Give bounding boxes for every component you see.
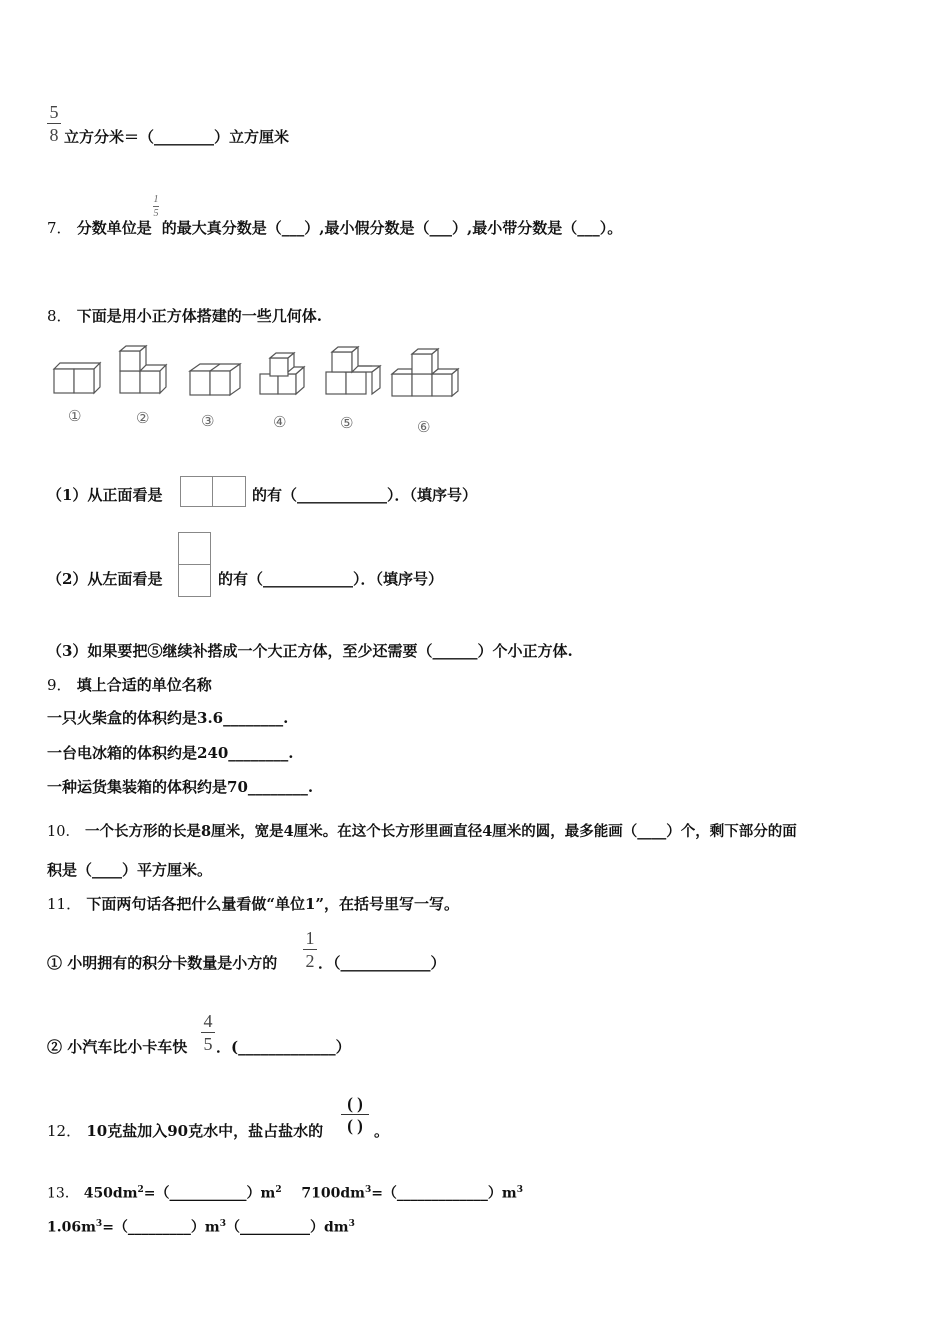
- q12-fraction: ( ) ( ): [341, 1094, 369, 1135]
- q6-frac-numerator: 5: [49, 102, 59, 122]
- q10-line-1: 10． 一个长方形的长是8厘米，宽是4厘米。在这个长方形里画直径4厘米的圆，最多能画（____）个，剩下部分的面: [47, 823, 797, 840]
- q11-title: 11． 下面两句话各把什么量看做“单位1”，在括号里写一写。: [47, 895, 460, 913]
- figure-1: [54, 363, 100, 393]
- q8-number: 8．: [47, 307, 72, 325]
- q11-number: 11．: [47, 895, 82, 913]
- q9-line-3: 一种运货集装箱的体积约是70________.: [47, 778, 314, 796]
- q11-item-1: ① 小明拥有的积分卡数量是小方的: [47, 954, 278, 972]
- q11-item-1-answer: ．（____________）: [318, 954, 446, 972]
- figure-6: [392, 349, 458, 396]
- q12-end: 。: [374, 1122, 390, 1140]
- figure-4: [260, 353, 304, 394]
- figure-label-1: ①: [68, 407, 82, 425]
- q12-number: 12．: [47, 1122, 82, 1140]
- q11-item1-fraction: 1 2: [303, 929, 317, 970]
- q8-part1-b: 的有（____________）．（填序号）: [252, 486, 478, 504]
- q10-line-2: 积是（____）平方厘米。: [47, 861, 213, 879]
- cube-figures: [48, 344, 468, 440]
- figure-label-5: ⑤: [340, 414, 354, 432]
- q11-item-2-answer: ．(_____________）: [216, 1038, 351, 1056]
- left-view-icon: [178, 532, 211, 597]
- q11-item-2: ② 小汽车比小卡车快: [47, 1038, 188, 1056]
- q7-fraction: 1 5: [153, 194, 159, 219]
- q6-fraction: [47, 103, 61, 144]
- figure-label-2: ②: [136, 409, 150, 427]
- q13-number: 13．: [47, 1185, 79, 1202]
- q7-text: 7． 分数单位是 的最大真分数是（___）,最小假分数是（___）,最小带分数是（___）。: [47, 219, 623, 237]
- q7-number: 7．: [47, 219, 72, 237]
- q9-number: 9．: [47, 676, 72, 694]
- q12-text: 12． 10克盐加入90克水中，盐占盐水的: [47, 1122, 324, 1140]
- figure-label-3: ③: [201, 412, 215, 430]
- figure-label-4: ④: [273, 413, 287, 431]
- figure-5: [326, 347, 380, 394]
- q8-part1-a: （1）从正面看是: [47, 486, 163, 504]
- q9-title: 9． 填上合适的单位名称: [47, 676, 212, 694]
- q6-text: 立方分米＝（________）立方厘米: [64, 128, 290, 146]
- q11-item2-fraction: 4 5: [201, 1012, 215, 1053]
- q9-line-2: 一台电冰箱的体积约是240________.: [47, 744, 294, 762]
- q10-number: 10．: [47, 824, 80, 840]
- q9-line-1: 一只火柴盒的体积约是3.6________.: [47, 709, 289, 727]
- q6-frac-denominator: 8: [49, 125, 59, 145]
- q8-part2-a: （2）从左面看是: [47, 570, 163, 588]
- q8-part2-b: 的有（____________）．（填序号）: [218, 570, 444, 588]
- front-view-icon: [180, 476, 246, 507]
- q13-line-2: $1.06m^3=(\_\_\_\_\_\_\_\_\_)m^3(\_\_\_\_\_\_\_\_\_\_)dm^3$: [47, 1219, 355, 1236]
- figure-2: [120, 346, 166, 393]
- figure-3: [190, 364, 240, 395]
- q13-line-1: 13． $450dm^2=(\_\_\_\_\_\_\_\_\_\_\_)m^2$ $7100dm^3=(\_\_\_\_\_\_\_\_\_\_\_\_\_)m^3$: [47, 1185, 524, 1202]
- q8-part3: （3）如果要把⑤继续补搭成一个大正方体，至少还需要（______）个小正方体.: [47, 642, 573, 660]
- figure-label-6: ⑥: [417, 418, 431, 436]
- q8-title: 8． 下面是用小正方体搭建的一些几何体.: [47, 307, 323, 325]
